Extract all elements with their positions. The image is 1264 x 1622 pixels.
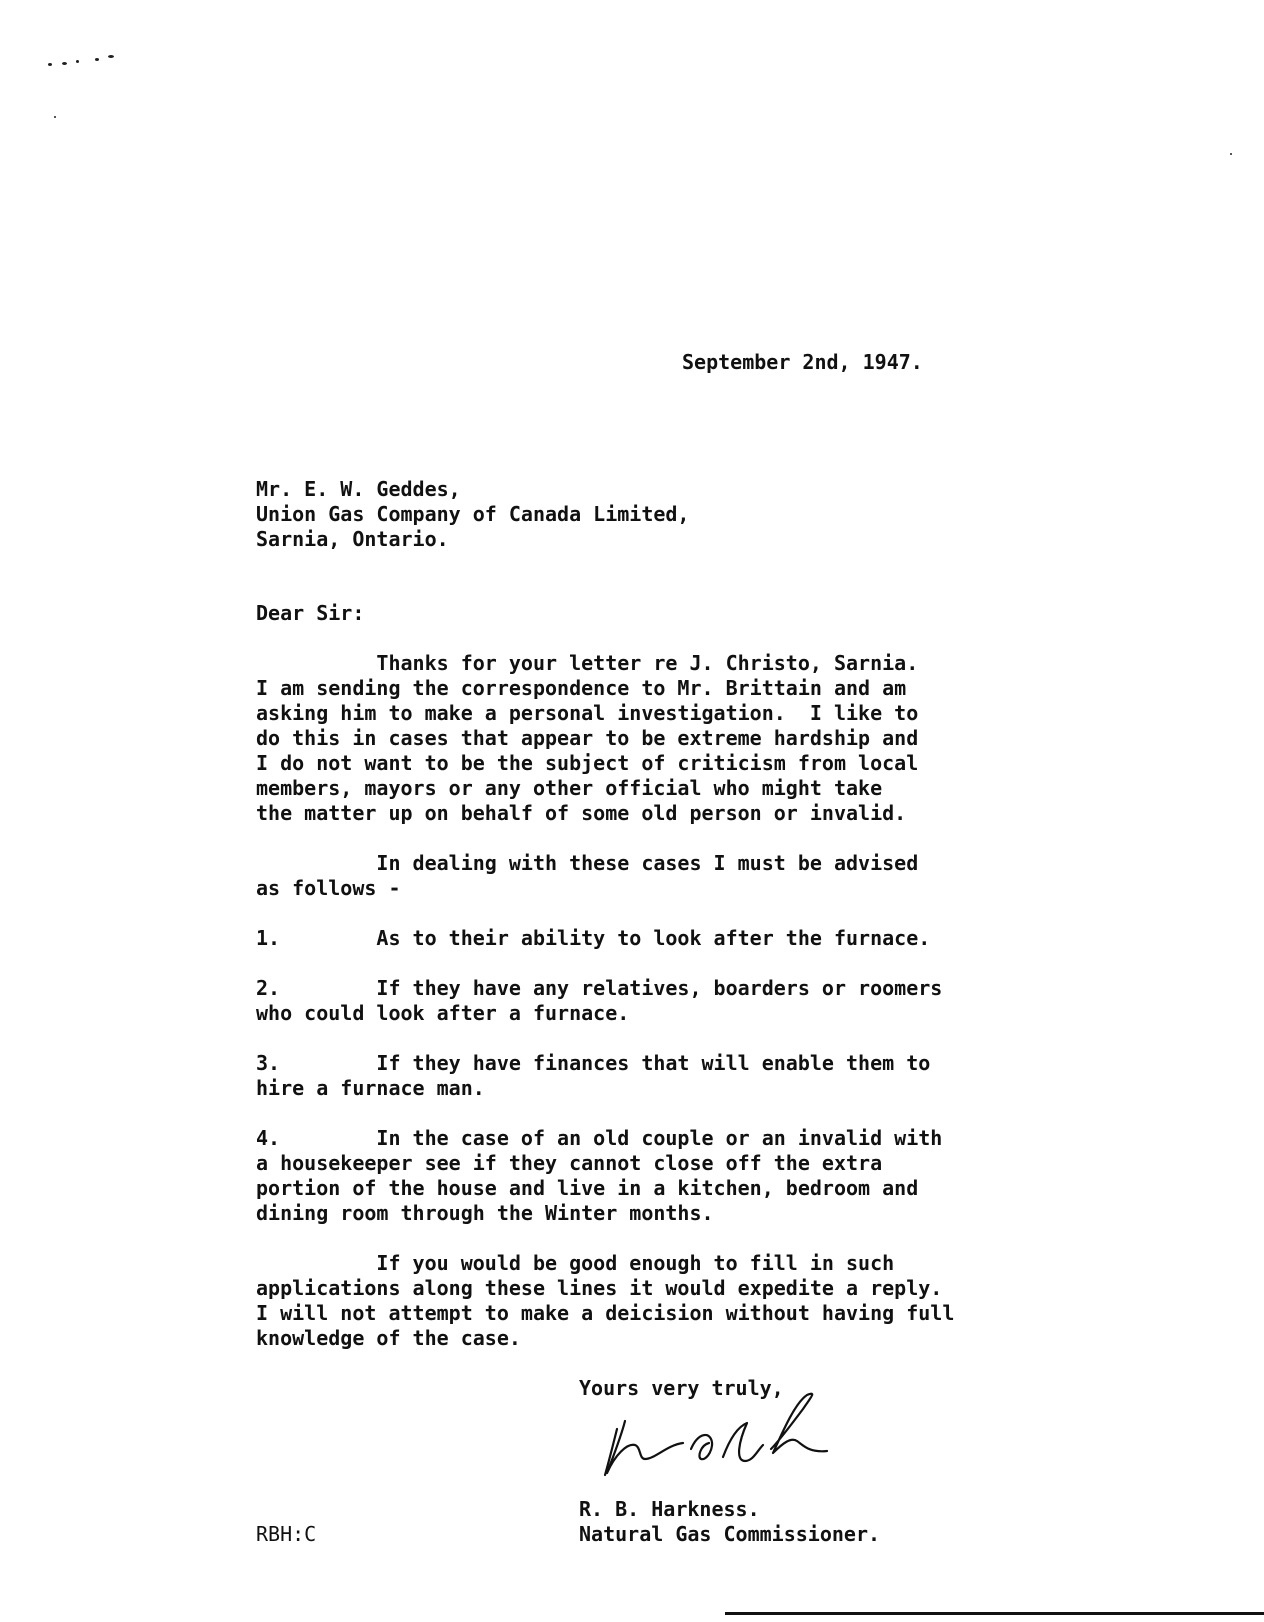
list-item-line: 3. If they have finances that will enable them to <box>256 1051 931 1075</box>
body-paragraph-line: If you would be good enough to fill in such <box>256 1251 895 1275</box>
scan-speck <box>95 58 99 61</box>
body-paragraph-line: applications along these lines it would expedite a reply. <box>256 1276 943 1300</box>
body-paragraph-line: asking him to make a personal investigation. I like to <box>256 701 919 725</box>
recipient-city: Sarnia, Ontario. <box>256 527 449 551</box>
list-item-line: 4. In the case of an old couple or an invalid with <box>256 1126 943 1150</box>
body-paragraph-line: do this in cases that appear to be extreme hardship and <box>256 726 919 750</box>
list-item-line: portion of the house and live in a kitchen, bedroom and <box>256 1176 919 1200</box>
scan-speck <box>1230 153 1232 155</box>
closing: Yours very truly, <box>579 1376 784 1400</box>
scan-speck <box>62 62 67 65</box>
body-paragraph-line: Thanks for your letter re J. Christo, Sarnia. <box>256 651 919 675</box>
scan-speck <box>108 55 114 58</box>
scan-speck <box>54 116 56 118</box>
body-paragraph-line: members, mayors or any other official who might take <box>256 776 883 800</box>
signer-name: R. B. Harkness. <box>579 1497 760 1521</box>
scan-edge-line <box>725 1612 1264 1615</box>
scan-speck <box>48 63 52 66</box>
list-item-line: dining room through the Winter months. <box>256 1201 714 1225</box>
scan-speck <box>76 60 79 63</box>
list-item-line: a housekeeper see if they cannot close off the extra <box>256 1151 883 1175</box>
body-paragraph-line: the matter up on behalf of some old person or invalid. <box>256 801 907 825</box>
body-paragraph-line: knowledge of the case. <box>256 1326 521 1350</box>
list-item-line: who could look after a furnace. <box>256 1001 630 1025</box>
body-paragraph-line: I will not attempt to make a deicision without having full <box>256 1301 955 1325</box>
salutation: Dear Sir: <box>256 601 365 625</box>
body-paragraph-line: I am sending the correspondence to Mr. Brittain and am <box>256 676 907 700</box>
list-item-line: 2. If they have any relatives, boarders or roomers <box>256 976 943 1000</box>
recipient-name: Mr. E. W. Geddes, <box>256 477 461 501</box>
signer-title: Natural Gas Commissioner. <box>579 1522 881 1546</box>
body-paragraph-line: In dealing with these cases I must be advised <box>256 851 919 875</box>
recipient-company: Union Gas Company of Canada Limited, <box>256 502 690 526</box>
list-item-line: 1. As to their ability to look after the furnace. <box>256 926 931 950</box>
handwritten-signature <box>595 1375 865 1485</box>
body-paragraph-line: I do not want to be the subject of criticism from local <box>256 751 919 775</box>
list-item-line: hire a furnace man. <box>256 1076 485 1100</box>
letter-date: September 2nd, 1947. <box>682 350 923 374</box>
reference-initials: RBH:C <box>256 1522 317 1546</box>
body-paragraph-line: as follows - <box>256 876 401 900</box>
